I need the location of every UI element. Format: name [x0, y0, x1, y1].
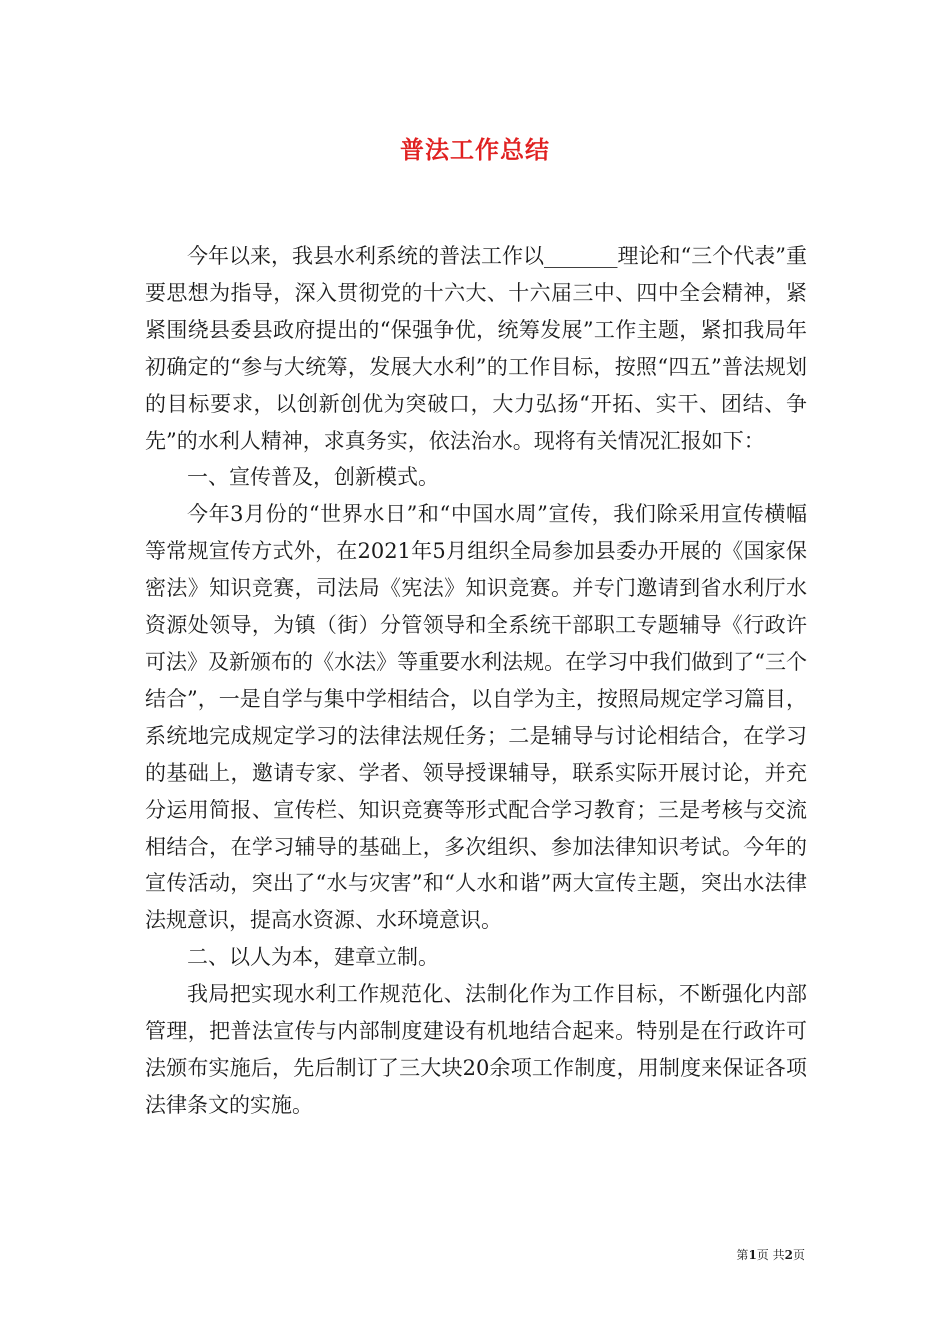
paragraph-intro: 今年以来，我县水利系统的普法工作以_______理论和“三个代表”重要思想为指导，深入贯彻党的十六大、十六届三中、四中全会精神，紧紧围绕县委县政府提出的“保强争优，统筹发展”工作主题，紧扣我局年初确定的“参与大统筹，发展大水利”的工作目标，按照“四五”普法规划的目标要求，以创新创优为突破口，大力弘扬“开拓、实干、团结、争先”的水利人精神，求真务实，依法治水。现将有关情况汇报如下： [145, 244, 807, 453]
document-body [145, 238, 807, 1124]
footer-total-pages: 2 [784, 1248, 793, 1262]
footer-suffix: 页 [792, 1248, 805, 1262]
footer-middle: 页 共 [756, 1248, 785, 1262]
page-title: 普法工作总结 [400, 135, 550, 164]
paragraph-section-1: 今年3月份的“世界水日”和“中国水周”宣传，我们除采用宣传横幅等常规宣传方式外，在2021年5月组织全局参加县委办开展的《国家保密法》知识竞赛，司法局《宪法》知识竞赛。并专门邀请到省水利厅水资源处领导，为镇（街）分管领导和全系统干部职工专题辅导《行政许可法》及新颁布的《水法》等重要水利法规。在学习中我们做到了“三个结合”，一是自学与集中学相结合，以自学为主，按照局规定学习篇目，系统地完成规定学习的法律法规任务；二是辅导与讨论相结合，在学习的基础上，邀请专家、学者、领导授课辅导，联系实际开展讨论，并充分运用简报、宣传栏、知识竞赛等形式配合学习教育；三是考核与交流相结合，在学习辅导的基础上，多次组织、参加法律知识考试。今年的宣传活动，突出了“水与灾害”和“人水和谐”两大宣传主题，突出水法律法规意识，提高水资源、水环境意识。 [145, 502, 807, 933]
page-footer [736, 1246, 805, 1263]
section-heading-1: 一、宣传普及，创新模式。 [187, 465, 439, 490]
section-heading-2: 二、以人为本，建章立制。 [187, 945, 439, 970]
paragraph-section-2: 我局把实现水利工作规范化、法制化作为工作目标，不断强化内部管理，把普法宣传与内部制度建设有机地结合起来。特别是在行政许可法颁布实施后，先后制订了三大块20余项工作制度，用制度来保证各项法律条文的实施。 [145, 982, 807, 1117]
footer-prefix: 第 [736, 1248, 749, 1262]
footer-current-page: 1 [748, 1248, 757, 1262]
